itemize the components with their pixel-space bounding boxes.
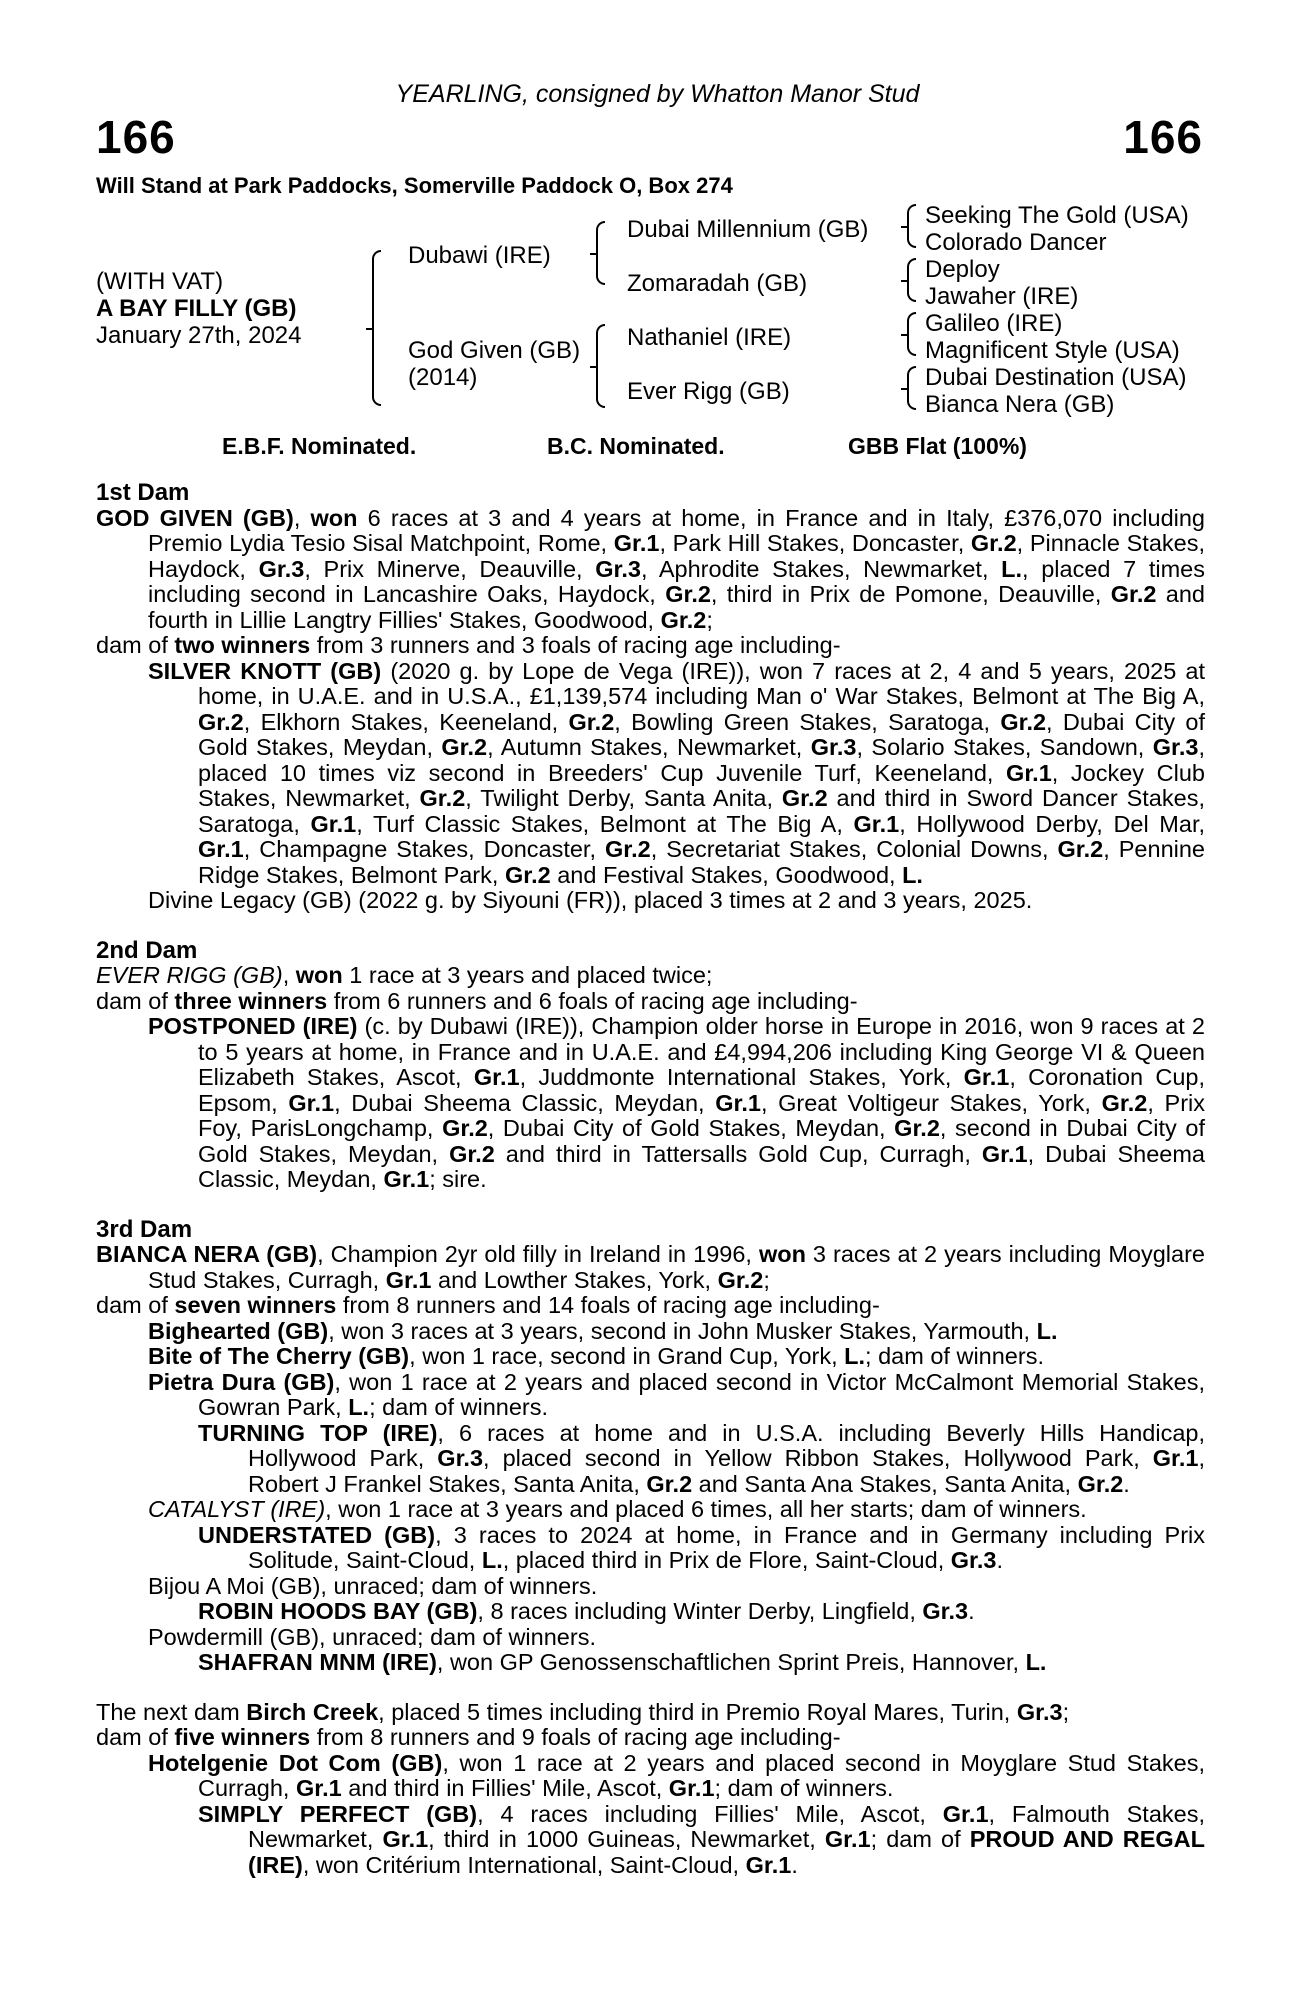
pedigree-ddd: Bianca Nera (GB) bbox=[925, 391, 1115, 418]
stand-location: Will Stand at Park Paddocks, Somerville Paddock O, Box 274 bbox=[96, 173, 733, 198]
pedigree-brace-3a bbox=[907, 204, 916, 248]
first-dam-entry: GOD GIVEN (GB), won 6 races at 3 and 4 years at home, in France and in Italy, £376,070 including Premio Lydia Tesio Sisal Matchpoint, Rome, Gr.1, Park Hill Stakes, Doncaster, Gr.2, Pinnacle Stakes, Haydock, Gr.3, Prix Minerve, Deauville, Gr.3, Aphrodite Stakes, Newmarket, L., placed 7 times including second in Lancashire Oaks, Haydock, Gr.2, third in Prix de Pomone, Deauville, Gr.2 and fourth in Lillie Langtry Fillies' Stakes, Goodwood, Gr.2; bbox=[96, 504, 1206, 633]
lot-number-left: 166 bbox=[96, 111, 176, 163]
pedigree-brace-3d bbox=[907, 366, 916, 410]
produce-turning-top: TURNING TOP (IRE), 6 races at home and in U.S.A. including Beverly Hills Handicap, Hollywood Park, Gr.3, placed second in Yellow Ribbon Stakes, Hollywood Park, Gr.1, Robert J Frankel Stakes, Santa Anita, Gr.2 and Santa Ana Stakes, Santa Anita, Gr.2. bbox=[198, 1419, 1205, 1497]
pedigree-brace-2a bbox=[596, 221, 605, 285]
pedigree-sss: Seeking The Gold (USA) bbox=[925, 202, 1189, 229]
third-dam-heading: 3rd Dam bbox=[96, 1215, 193, 1243]
produce-silver-knott: SILVER KNOTT (GB) (2020 g. by Lope de Vega (IRE)), won 7 races at 2, 4 and 5 years, 2025 at home, in U.A.E. and in U.S.A., £1,139,574 including Man o' War Stakes, Belmont at The Big A, Gr.2, Elkhorn Stakes, Keeneland, Gr.2, Bowling Green Stakes, Saratoga, Gr.2, Dubai City of Gold Stakes, Meydan, Gr.2, Autumn Stakes, Newmarket, Gr.3, Solario Stakes, Sandown, Gr.3, placed 10 times viz second in Breeders' Cup Juvenile Turf, Keeneland, Gr.1, Jockey Club Stakes, Newmarket, Gr.2, Twilight Derby, Santa Anita, Gr.2 and third in Sword Dancer Stakes, Saratoga, Gr.1, Turf Classic Stakes, Belmont at The Big A, Gr.1, Hollywood Derby, Del Mar, Gr.1, Champagne Stakes, Doncaster, Gr.2, Secretariat Stakes, Colonial Downs, Gr.2, Pennine Ridge Stakes, Belmont Park, Gr.2 and Festival Stakes, Goodwood, L. bbox=[148, 657, 1206, 888]
pedigree-ssd: Colorado Dancer bbox=[925, 229, 1107, 256]
pedigree-brace-3c bbox=[907, 312, 916, 356]
pedigree-dam-dam: Ever Rigg (GB) bbox=[627, 378, 790, 405]
pedigree-sire-dam: Zomaradah (GB) bbox=[627, 270, 808, 297]
next-dam-produce-summary: dam of five winners from 8 runners and 9 foals of racing age including- bbox=[96, 1724, 841, 1750]
produce-hotelgenie-dot-com: Hotelgenie Dot Com (GB), won 1 race at 2 years and placed second in Moyglare Stud Stakes, Curragh, Gr.1 and third in Fillies' Mile, Ascot, Gr.1; dam of winners. bbox=[148, 1749, 1205, 1801]
lot-number-right: 166 bbox=[1123, 111, 1203, 163]
pedigree-dam: God Given (GB) bbox=[408, 337, 581, 364]
pedigree-dsd: Magnificent Style (USA) bbox=[925, 337, 1180, 364]
produce-powdermill: Powdermill (GB), unraced; dam of winners. bbox=[148, 1623, 596, 1650]
third-dam-entry: BIANCA NERA (GB), Champion 2yr old filly in Ireland in 1996, won 3 races at 2 years including Moyglare Stud Stakes, Curragh, Gr.1 and Lowther Stakes, York, Gr.2; bbox=[96, 1241, 1205, 1293]
horse-name: A BAY FILLY (GB) bbox=[96, 295, 297, 322]
first-dam-heading: 1st Dam bbox=[96, 479, 190, 506]
pedigree-dds: Dubai Destination (USA) bbox=[925, 364, 1187, 391]
catalogue-body bbox=[96, 480, 1205, 1878]
pedigree-sire-sire: Dubai Millennium (GB) bbox=[627, 216, 869, 243]
produce-pietra-dura: Pietra Dura (GB), won 1 race at 2 years and placed second in Victor McCalmont Memorial Stakes, Gowran Park, L.; dam of winners. bbox=[148, 1368, 1205, 1420]
ebf-nominated: E.B.F. Nominated. bbox=[222, 433, 417, 459]
pedigree-dam-year: (2014) bbox=[408, 364, 478, 391]
vat-note: (WITH VAT) bbox=[96, 268, 224, 295]
produce-robin-hoods-bay: ROBIN HOODS BAY (GB), 8 races including Winter Derby, Lingfield, Gr.3. bbox=[198, 1598, 975, 1624]
gbb-flat: GBB Flat (100%) bbox=[848, 433, 1027, 459]
second-dam-entry: EVER RIGG (GB), won 1 race at 3 years and placed twice; bbox=[96, 962, 713, 988]
produce-divine-legacy: Divine Legacy (GB) (2022 g. by Siyouni (FR)), placed 3 times at 2 and 3 years, 2025. bbox=[148, 887, 1033, 913]
first-dam-produce-summary: dam of two winners from 3 runners and 3 foals of racing age including- bbox=[96, 632, 841, 658]
produce-simply-perfect: SIMPLY PERFECT (GB), 4 races including Fillies' Mile, Ascot, Gr.1, Falmouth Stakes, Newmarket, Gr.1, third in 1000 Guineas, Newmarket, Gr.1; dam of PROUD AND REGAL (IRE), won Critérium International, Saint-Cloud, Gr.1. bbox=[198, 1800, 1205, 1878]
pedigree-dam-sire: Nathaniel (IRE) bbox=[627, 324, 792, 351]
produce-postponed: POSTPONED (IRE) (c. by Dubawi (IRE)), Champion older horse in Europe in 2016, won 9 races at 2 to 5 years at home, in France and in U.A.E. and £4,994,206 including King George VI & Queen Elizabeth Stakes, Ascot, Gr.1, Juddmonte International Stakes, York, Gr.1, Coronation Cup, Epsom, Gr.1, Dubai Sheema Classic, Meydan, Gr.1, Great Voltigeur Stakes, York, Gr.2, Prix Foy, ParisLongchamp, Gr.2, Dubai City of Gold Stakes, Meydan, Gr.2, second in Dubai City of Gold Stakes, Meydan, Gr.2 and third in Tattersalls Gold Cup, Curragh, Gr.1, Dubai Sheema Classic, Meydan, Gr.1; sire. bbox=[148, 1013, 1205, 1192]
pedigree-brace-3b bbox=[907, 258, 916, 302]
pedigree-dss: Galileo (IRE) bbox=[925, 310, 1063, 337]
third-dam-produce-summary: dam of seven winners from 8 runners and 14 foals of racing age including- bbox=[96, 1292, 880, 1318]
produce-bite-of-the-cherry: Bite of The Cherry (GB), won 1 race, second in Grand Cup, York, L.; dam of winners. bbox=[148, 1343, 1044, 1369]
produce-bijou-a-moi: Bijou A Moi (GB), unraced; dam of winners. bbox=[148, 1572, 598, 1599]
horse-dob: January 27th, 2024 bbox=[96, 322, 302, 349]
pedigree-sdd: Jawaher (IRE) bbox=[925, 283, 1079, 310]
next-dam-entry: The next dam Birch Creek, placed 5 times including third in Premio Royal Mares, Turin, Gr.3; bbox=[96, 1698, 1070, 1725]
pedigree-brace-1 bbox=[372, 250, 381, 406]
catalogue-subtitle: YEARLING, consigned by Whatton Manor Stud bbox=[395, 80, 920, 108]
pedigree-sds: Deploy bbox=[925, 256, 1000, 283]
bc-nominated: B.C. Nominated. bbox=[547, 433, 725, 459]
second-dam-produce-summary: dam of three winners from 6 runners and 6 foals of racing age including- bbox=[96, 987, 858, 1014]
produce-bighearted: Bighearted (GB), won 3 races at 3 years, second in John Musker Stakes, Yarmouth, L. bbox=[148, 1317, 1058, 1344]
produce-shafran-mnm: SHAFRAN MNM (IRE), won GP Genossenschaftlichen Sprint Preis, Hannover, L. bbox=[198, 1649, 1047, 1675]
pedigree-sire: Dubawi (IRE) bbox=[408, 242, 551, 269]
produce-understated: UNDERSTATED (GB), 3 races to 2024 at home, in France and in Germany including Prix Solitude, Saint-Cloud, L., placed third in Prix de Flore, Saint-Cloud, Gr.3. bbox=[198, 1521, 1205, 1573]
pedigree-brace-2b bbox=[596, 324, 605, 408]
second-dam-heading: 2nd Dam bbox=[96, 936, 198, 964]
produce-catalyst: CATALYST (IRE), won 1 race at 3 years and placed 6 times, all her starts; dam of winners. bbox=[148, 1496, 1087, 1522]
